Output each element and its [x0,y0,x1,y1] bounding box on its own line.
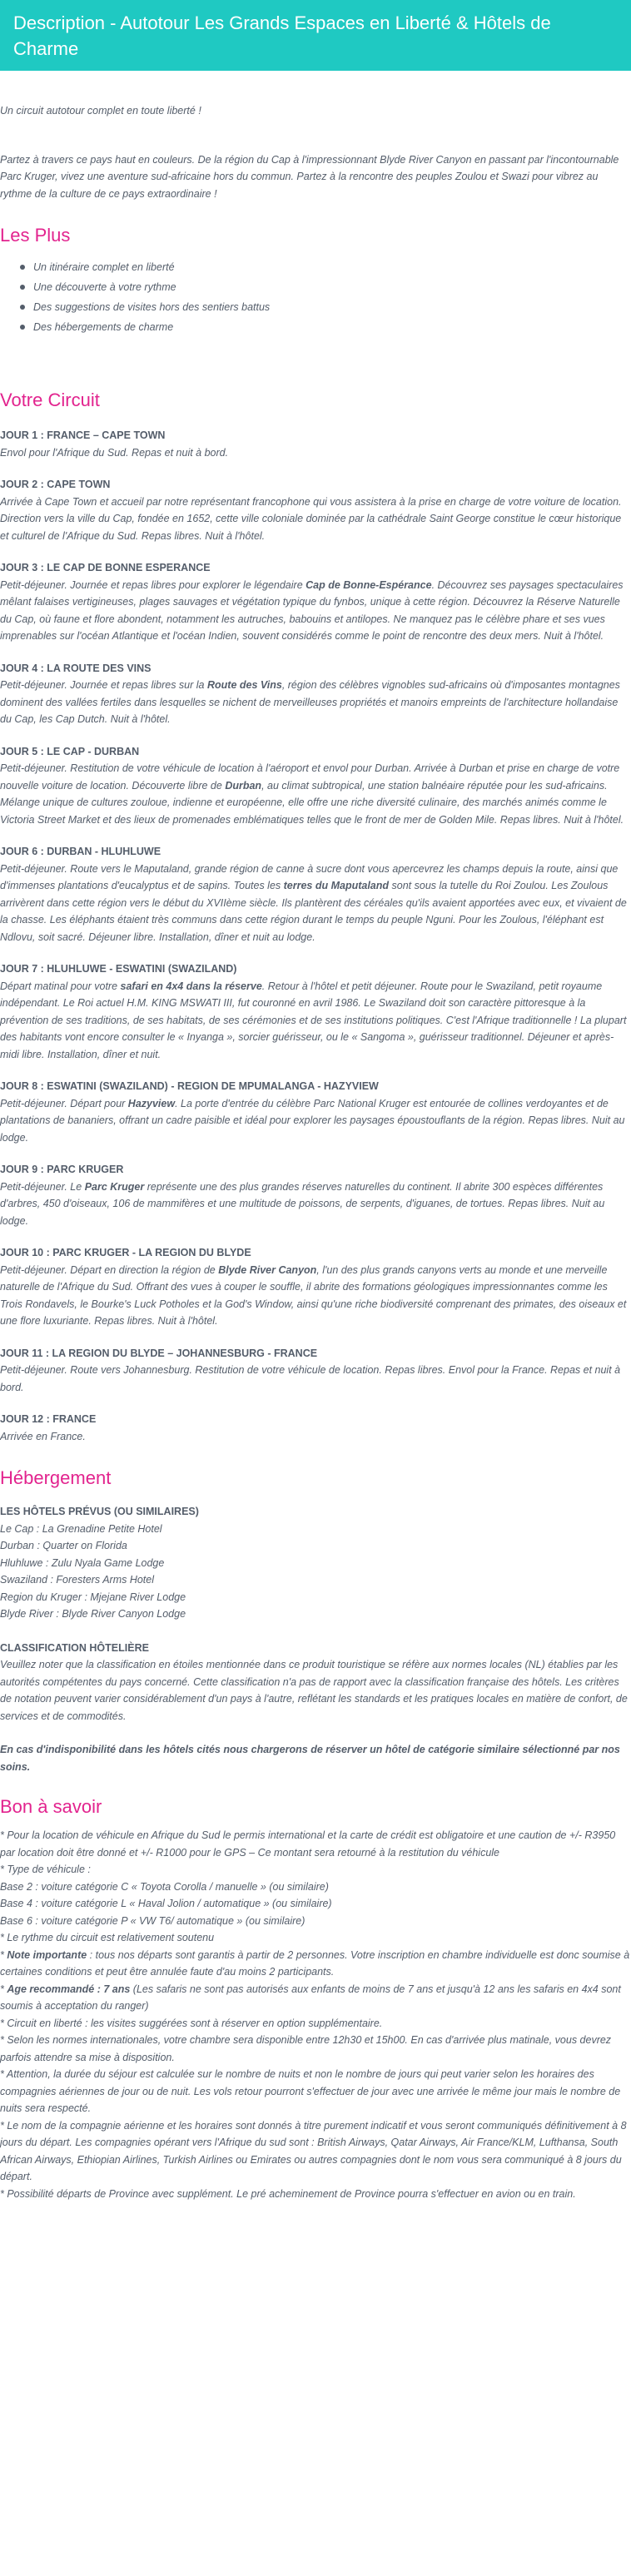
day-text: Arrivée à Cape Town et accueil par notre représentant francophone qui vous assistera à la prise en charge de votre voiture de location. Direction vers la ville du Cap, fondée en 1652, cette ville coloniale dominée par la cathédrale Saint George constitue le cœur historique et culturel de l'Afrique du Sud. Repas libres. Nuit à l'hôtel. [0,495,622,542]
itinerary-day [0,660,631,728]
day-title: JOUR 9 : PARC KRUGER [0,1164,124,1175]
day-highlight: Route des Vins [206,679,282,691]
page-title: Description - Autotour Les Grands Espaces en Liberté & Hôtels de Charme [13,12,551,59]
note-text: Base 2 : voiture catégorie C « Toyota Corolla / manuelle » (ou similaire) [0,1880,329,1893]
info-note [0,1913,631,1930]
note-text: (Les safaris ne sont pas autorisés aux enfants de moins de 7 ans et jusqu'à 12 ans les safaris en 4x4 sont soumis à acceptation du ranger) [0,1983,621,2012]
day-title: JOUR 7 : HLUHLUWE - ESWATINI (SWAZILAND) [0,963,237,975]
day-title: JOUR 4 : LA ROUTE DES VINS [0,662,152,674]
hotel-item: Swaziland : Foresters Arms Hotel [0,1574,155,1586]
note-text: * Circuit en liberté : les visites suggérées sont à réserver en option supplémentaire. [0,2017,383,2029]
day-title: JOUR 2 : CAPE TOWN [0,479,111,490]
plus-item: Une découverte à votre rythme [33,277,631,297]
itinerary-day [0,743,631,829]
day-description [0,1428,631,1446]
hotel-item: Durban : Quarter on Florida [0,1540,127,1551]
plus-list [0,257,631,337]
day-title: JOUR 5 : LE CAP - DURBAN [0,745,140,757]
hotel-item: Le Cap : La Grenadine Petite Hotel [0,1522,162,1535]
itinerary-day [0,843,631,946]
day-title: JOUR 6 : DURBAN - HLUHLUWE [0,846,161,857]
day-text: Départ matinal pour votre [0,980,121,992]
day-text: , région des célèbres vignobles sud-africains où d'imposantes montagnes dominent des vallées fertiles dans lesquelles se nichent de merveilleuses propriétés et manoirs empreints de l'architecture hollandaise du Cap, les Cap Dutch. Nuit à l'hôtel. [0,679,620,725]
info-note [0,2032,631,2066]
info-note [0,1827,631,1861]
bon-a-savoir-list [0,1827,631,2202]
day-title: JOUR 3 : LE CAP DE BONNE ESPERANCE [0,562,211,573]
hotel-item: Blyde River : Blyde River Canyon Lodge [0,1608,186,1620]
classification-text: Veuillez noter que la classification en étoiles mentionnée dans ce produit touristique se réfère aux normes locales (NL) établies par les autorités compétentes du pays concerné. Cette classification n'a pas de rapport avec la classification française des hôtels. Les critères de notation peuvent varier considérablement d'un pays à l'autre, reflétant les standards et les pratiques locales en matière de confort, de services et de commodités. [0,1659,628,1722]
note-text: * Selon les normes internationales, votre chambre sera disponible entre 12h30 et 15h00. En cas d'arrivée plus matinale, vous devrez parfois attendre sa mise à disposition. [0,2034,612,2063]
day-title: JOUR 12 : FRANCE [0,1413,97,1425]
note-text: * Pour la location de véhicule en Afrique du Sud le permis international et la carte de crédit est obligatoire et une caution de +/- R3950 par location doit être donné et +/- R1000 pour le GPS – Ce montant sera retourné à la restitution du véhicule [0,1829,616,1859]
hotels-title: LES HÔTELS PRÉVUS (OU SIMILAIRES) [0,1506,199,1517]
day-text: Petit-déjeuner. Route vers le Maputaland, grande région de canne à sucre dont vous apercevrez les champs depuis la route, ainsi que d'immenses plantations d'eucalyptus et de sapins. Toutes les [0,862,619,891]
itinerary-day [0,1078,631,1146]
day-highlight: Hazyview [127,1097,176,1109]
note-text: * [0,1948,7,1961]
plus-item: Un itinéraire complet en liberté [33,257,631,277]
day-description [0,677,631,728]
day-title: JOUR 10 : PARC KRUGER - LA REGION DU BLYDE [0,1247,251,1258]
day-highlight: Durban [225,779,262,792]
day-description [0,1095,631,1147]
bon-a-savoir-heading: Bon à savoir [0,1796,102,1817]
day-description [0,1362,631,1396]
day-description [0,978,631,1064]
itinerary-days [0,427,631,1445]
day-text: Petit-déjeuner. Départ pour [0,1097,128,1109]
info-note [0,1861,631,1879]
day-highlight: Cap de Bonne-Espérance [306,578,432,591]
day-text: . La porte d'entrée du célèbre Parc National Kruger est entourée de collines verdoyantes et de plantations de bananiers, offrant un cadre paisible et idéal pour explorer les paysages époustouflants de la région. Repas libres. Nuit au lodge. [0,1097,625,1144]
day-highlight: terres du Maputaland [283,880,390,891]
note-text: * Le rythme du circuit est relativement soutenu [0,1932,215,1943]
day-description [0,861,631,946]
plus-item: Des suggestions de visites hors des sentiers battus [33,297,631,317]
info-note [0,1947,631,1981]
day-description [0,494,631,545]
hotel-item: Hluhluwe : Zulu Nyala Game Lodge [0,1556,165,1569]
info-note [0,1929,631,1947]
itinerary-day [0,1244,631,1330]
day-text: Petit-déjeuner. Départ en direction la région de [0,1263,219,1276]
info-note [0,1895,631,1913]
hotels-list [0,1521,631,1623]
info-note [0,1981,631,2015]
day-text: . Retour à l'hôtel et petit déjeuner. Route pour le Swaziland, petit royaume indépendant. Le Roi actuel H.M. KING MSWATI III, fut couronné en avril 1986. Le Swaziland doit son caractère pittoresque à la prévention de ses traditions, de ses habitats, de ses cérémonies et de ses institutions politiques. C'est l'Afrique traditionnelle ! La plupart des habitants vont encore consulter le « Inyanga », sorcier guérisseur, ou le « Sangoma », guérisseur traditionnel. Déjeuner et après-midi libre. Installation, dîner et nuit. [0,980,627,1060]
plus-heading: Les Plus [0,225,71,246]
day-text: Envol pour l'Afrique du Sud. Repas et nuit à bord. [0,446,229,459]
itinerary-day [0,559,631,645]
classification-title: CLASSIFICATION HÔTELIÈRE [0,1641,149,1654]
day-text: Petit-déjeuner. Route vers Johannesburg. Restitution de votre véhicule de location. Repas libres. Envol pour la France. Repas et nuit à bord. [0,1364,621,1393]
itinerary-day [0,1411,631,1445]
circuit-heading: Votre Circuit [0,390,100,410]
unavailable-note: En cas d'indisponibilité dans les hôtels cités nous chargerons de réserver un hôtel de catégorie similaire sélectionné par nos soins. [0,1744,620,1773]
note-text: * Attention, la durée du séjour est calculée sur le nombre de nuits et non le nombre de jours qui peut varier selon les horaires des compagnies aériennes de jour ou de nuit. Les vols retour pourront s'effectuer de jour avec une arrivée le même jour mais le nombre de nuits sera respecté. [0,2068,621,2114]
day-highlight: Parc Kruger [84,1180,145,1193]
day-text: Petit-déjeuner. Journée et repas libres pour explorer le légendaire [0,578,306,591]
intro-paragraph: Partez à travers ce pays haut en couleurs. De la région du Cap à l'impressionnant Blyde River Canyon en passant par l'incontournable Parc Kruger, vivez une aventure sud-africaine hors du commun. Partez à la rencontre des peuples Zoulou et Swazi pour vibrez au rythme de la culture de ce pays extraordinaire ! [0,153,619,200]
day-highlight: Blyde River Canyon [218,1263,317,1276]
description-header [0,0,631,71]
day-title: JOUR 11 : LA REGION DU BLYDE – JOHANNESBURG - FRANCE [0,1347,318,1359]
day-title: JOUR 1 : FRANCE – CAPE TOWN [0,429,166,441]
day-description [0,1262,631,1330]
note-text: Base 4 : voiture catégorie L « Haval Jolion / automatique » (ou similaire) [0,1898,332,1909]
day-description [0,1179,631,1230]
note-text: Base 6 : voiture catégorie P « VW T6/ automatique » (ou similaire) [0,1914,306,1927]
info-note [0,2066,631,2117]
itinerary-day [0,960,631,1063]
hebergement-heading: Hébergement [0,1467,112,1488]
note-text: * [0,1983,7,1995]
note-emphasis: Age recommandé : 7 ans [7,1983,131,1995]
info-note [0,2117,631,2186]
info-note [0,1879,631,1896]
day-description [0,760,631,828]
day-description [0,444,631,462]
itinerary-day [0,1161,631,1229]
info-note [0,2015,631,2033]
day-title: JOUR 8 : ESWATINI (SWAZILAND) - REGION DE MPUMALANGA - HAZYVIEW [0,1080,379,1092]
itinerary-day [0,427,631,461]
description-content [0,102,631,2202]
hotel-item: Region du Kruger : Mjejane River Lodge [0,1591,186,1603]
day-text: Petit-déjeuner. Le [0,1180,85,1193]
itinerary-day [0,1345,631,1397]
note-text: * Le nom de la compagnie aérienne et les horaires sont donnés à titre purement indicatif et vous seront communiqués définitivement à 8 jours du départ. Les compagnies opérant vers l'Afrique du sud sont : British Airways, Qatar Airways, Air France/KLM, Lufthansa, South African Airways, Ethiopian Airlines, Turkish Airlines ou Emirates ou autres compagnies dont le nom vous sera communiqué à 8 jours du départ. [0,2119,627,2182]
intro-tagline: Un circuit autotour complet en toute liberté ! [0,105,201,117]
day-text: Petit-déjeuner. Restitution de votre véhicule de location à l'aéroport et envol pour Durban. Arrivée à Durban et prise en charge de votre nouvelle voiture de location. Découverte libre de [0,762,620,792]
note-emphasis: Note importante [7,1948,87,1961]
info-note [0,2186,631,2203]
day-highlight: safari en 4x4 dans la réserve [120,980,262,992]
note-text: : tous nos départs sont garantis à partir de 2 personnes. Votre inscription en chambre individuelle est donc soumise à certaines conditions et peut être annulée faute d'au moins 2 participants. [0,1948,630,1978]
day-description [0,577,631,645]
note-text: * Possibilité départs de Province avec supplément. Le pré acheminement de Province pourra s'effectuer en avion ou en train. [0,2187,576,2200]
day-text: sont sous la tutelle du Roi Zoulou. Les Zoulous arrivèrent dans cette région vers le début du XVIIème siècle. Ils plantèrent des céréales qu'ils avaient apportées avec eux, et vivaient de la chasse. Les éléphants étaient très communs dans cette région durant le temps du peuple Nguni. Pour les Zoulous, l'éléphant est Ndlovu, soit sacré. Déjeuner libre. Installation, dîner et nuit au lodge. [0,880,627,943]
day-text: représente une des plus grandes réserves naturelles du continent. Il abrite 300 espèces différentes d'arbres, 450 d'oiseaux, 106 de mammifères et une multitude de poissons, de serpents, d'iguanes, de tortues. Repas libres. Nuit au lodge. [0,1180,605,1227]
day-text: , au climat subtropical, une station balnéaire réputée pour les sud-africains. Mélange unique de cultures zouloue, indienne et européenne, elle offre une riche diversité culinaire, des marchés animés comme le Victoria Street Market et des lieux de promenades emblématiques telles que le front de mer de Golden Mile. Repas libres. Nuit à l'hôtel. [0,779,624,826]
day-text: , l'un des plus grands canyons verts au monde et une merveille naturelle de l'Afrique du Sud. Offrant des vues à couper le souffle, il abrite des formations géologiques impressionnantes comme les Trois Rondavels, le Bourke's Luck Potholes et la God's Window, ainsi qu'une riche biodiversité comprenant des primates, des oiseaux et une flore luxuriante. Repas libres. Nuit à l'hôtel. [0,1263,627,1327]
day-text: . Découvrez ses paysages spectaculaires mêlant falaises vertigineuses, plages sauvages et végétation typique du fynbos, unique à cette région. Découvrez la Réserve Naturelle du Cap, où faune et flore abondent, notamment les autruches, babouins et antilopes. Ne manquez pas le célèbre phare et ses vues imprenables sur l'océan Atlantique et l'océan Indien, souvent considérés comme le point de rencontre des deux mers. Nuit à l'hôtel. [0,578,624,642]
plus-item: Des hébergements de charme [33,317,631,337]
itinerary-day [0,476,631,544]
day-text: Arrivée en France. [0,1430,86,1442]
day-text: Petit-déjeuner. Journée et repas libres sur la [0,679,207,691]
note-text: * Type de véhicule : [0,1864,91,1875]
